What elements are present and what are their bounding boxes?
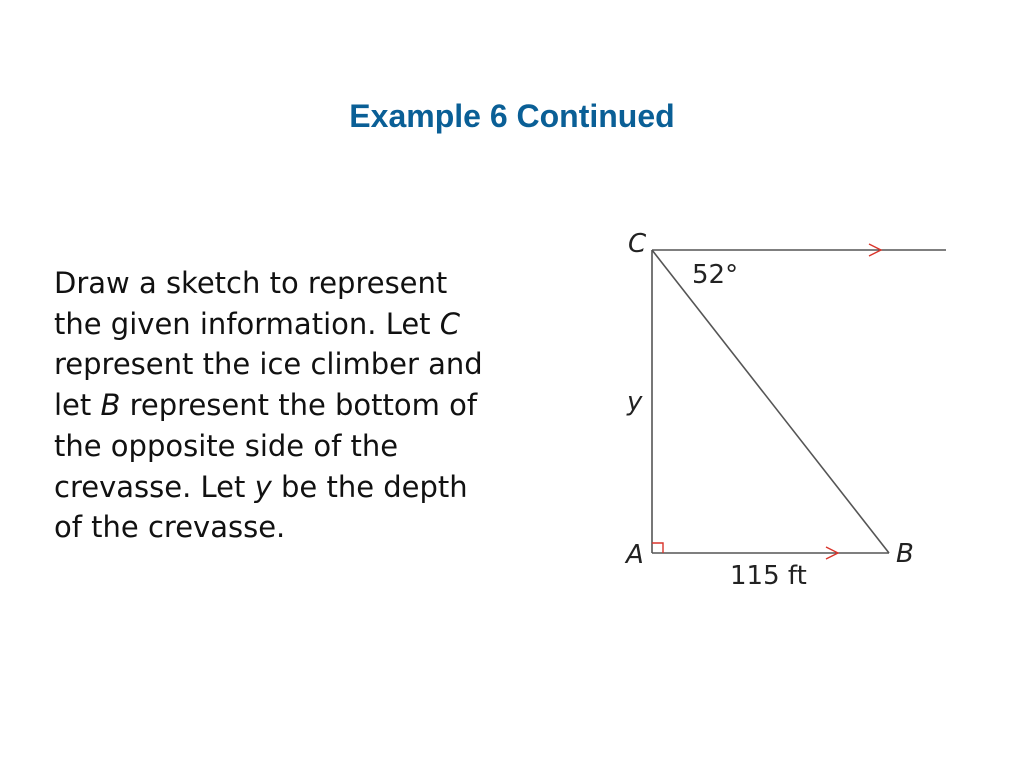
text-run: be the depth — [271, 469, 468, 504]
vertex-label-c: C — [628, 229, 647, 259]
text-run: represent the ice climber and — [54, 347, 483, 382]
angle-label: 52° — [692, 260, 739, 290]
text-run: represent the bottom of — [120, 388, 478, 423]
side-label-y: y — [627, 387, 643, 417]
variable-text: y — [254, 469, 272, 504]
variable-text: C — [439, 306, 461, 341]
right-angle-marker — [652, 543, 663, 553]
side-cb — [652, 250, 889, 553]
vertex-label-b: B — [896, 539, 914, 569]
text-run: Draw a sketch to represent — [54, 266, 448, 300]
variable-text: B — [100, 388, 121, 423]
text-run: let — [54, 388, 101, 423]
vertex-label-a: A — [626, 540, 644, 570]
text-run: crevasse. Let — [54, 469, 255, 504]
text-run: of the crevasse. — [54, 510, 286, 545]
side-label-ab: 115 ft — [730, 561, 807, 591]
text-run: the given information. Let — [54, 306, 440, 341]
slide-title: Example 6 Continued — [349, 98, 675, 134]
text-run: the opposite side of the — [54, 428, 399, 463]
